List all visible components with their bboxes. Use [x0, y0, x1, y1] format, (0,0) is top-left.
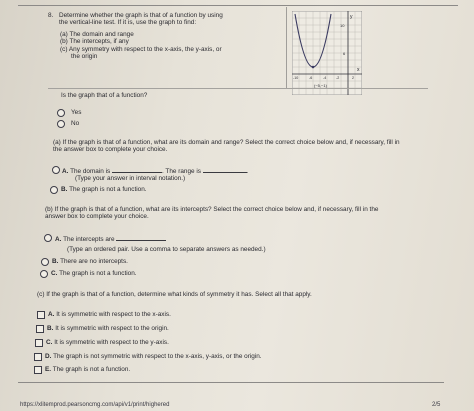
part-b-choice-a-text: The intercepts are: [63, 236, 115, 243]
part-c-choice-a: [48, 311, 171, 318]
y-tick-10: 10: [340, 23, 345, 28]
range-input[interactable]: [203, 166, 247, 173]
part-a-choice-a-letter: A.: [62, 168, 69, 175]
part-a-choice-a: [62, 166, 249, 175]
graph-divider: [286, 7, 287, 89]
radio-part-a-choice-b[interactable]: [50, 186, 58, 194]
part-a-choice-a-hint: (Type your answer in interval notation.): [75, 175, 186, 182]
part-b-choice-b-text: There are no intercepts.: [60, 258, 128, 265]
radio-no[interactable]: [57, 120, 65, 128]
part-b-choice-b: [52, 258, 128, 265]
part-c-choice-b-text: It is symmetric with respect to the origin.: [55, 325, 169, 332]
part-c-choice-e-letter: E.: [45, 366, 52, 373]
vertex-point: [312, 66, 315, 69]
footer-page-number: 2/5: [432, 402, 441, 408]
part-b-choice-c: [51, 270, 137, 277]
checkbox-part-c-e[interactable]: [34, 366, 42, 374]
part-c-choice-c-text: It is symmetric with respect to the y-axis.: [54, 339, 169, 346]
radio-part-b-choice-a[interactable]: [44, 234, 52, 242]
question-prompt-line1: Determine whether the graph is that of a function by using: [59, 12, 223, 19]
part-a-choice-b: [61, 186, 147, 193]
part-a-choice-a-text2: . The range is: [162, 168, 201, 175]
part-c-choice-e: [45, 366, 130, 373]
radio-yes[interactable]: [57, 109, 65, 117]
part-b-choice-a-hint: (Type an ordered pair. Use a comma to separate answers as needed.): [67, 246, 266, 253]
bottom-rule: [18, 382, 444, 383]
checkbox-part-c-c[interactable]: [35, 339, 43, 347]
radio-part-b-choice-b[interactable]: [41, 258, 49, 266]
part-a-intro-line2: the answer box to complete your choice.: [53, 146, 168, 153]
part-a-choice-b-letter: B.: [61, 186, 68, 193]
part-c-choice-a-letter: A.: [48, 311, 55, 318]
x-axis-label: x: [357, 67, 360, 73]
part-b-intro-line2: answer box to complete your choice.: [45, 213, 149, 220]
top-rule: [18, 5, 458, 6]
part-a-choice-b-text: The graph is not a function.: [69, 186, 147, 193]
function-graph: [292, 11, 362, 95]
part-b-choice-a-letter: A.: [55, 236, 62, 243]
checkbox-part-c-b[interactable]: [36, 325, 44, 333]
part-c-choice-d-text: The graph is not symmetric with respect to the x-axis, y-axis, or the origin.: [53, 353, 262, 360]
radio-part-a-choice-a[interactable]: [52, 166, 60, 174]
part-b-intro-line1: (b) If the graph is that of a function, what are its intercepts? Select the correct choice below and, if necessary, fill in the: [45, 206, 379, 213]
y-tick-6: 6: [343, 51, 346, 56]
domain-input[interactable]: [112, 166, 162, 173]
question-number: 8.: [48, 12, 54, 19]
option-no-label: No: [71, 120, 80, 127]
part-c-choice-c-letter: C.: [46, 339, 53, 346]
x-tick-neg10: -10: [293, 76, 299, 80]
part-b-choice-b-letter: B.: [52, 258, 59, 265]
question-part-c-line2: the origin: [71, 53, 98, 60]
part-a-intro-line1: (a) If the graph is that of a function, what are its domain and range? Select the correct choice below and, if necessary, fill in: [53, 139, 400, 146]
x-tick-neg6: -6: [309, 76, 313, 80]
checkbox-part-c-d[interactable]: [34, 353, 42, 361]
part-c-choice-c: [46, 339, 169, 346]
part-b-choice-a: [55, 234, 166, 243]
part-a-choice-a-text1: The domain is: [70, 168, 111, 175]
y-axis-label: y: [350, 14, 353, 20]
part-c-choice-b: [47, 325, 169, 332]
x-tick-2: 2: [352, 76, 354, 80]
part-c-choice-d-letter: D.: [45, 353, 52, 360]
part-c-choice-a-text: It is symmetric with respect to the x-axis.: [56, 311, 171, 318]
x-tick-neg4: -4: [323, 76, 327, 80]
question-rule: [48, 88, 428, 89]
part-c-choice-d: [45, 353, 262, 360]
x-tick-neg2: -2: [336, 76, 340, 80]
intercepts-input[interactable]: [116, 234, 166, 241]
question-part-a: (a) The domain and range: [60, 31, 134, 38]
part-c-choice-b-letter: B.: [47, 325, 54, 332]
checkbox-part-c-a[interactable]: [37, 311, 45, 319]
radio-part-b-choice-c[interactable]: [40, 270, 48, 278]
part-b-choice-c-text: The graph is not a function.: [59, 270, 137, 277]
part-b-choice-c-letter: C.: [51, 270, 58, 277]
is-function-question: Is the graph that of a function?: [61, 92, 148, 99]
question-part-b: (b) The intercepts, if any: [60, 38, 129, 45]
footer-url: https://xlitemprod.pearsoncmg.com/api/v1/print/highered: [20, 402, 170, 408]
option-yes-label: Yes: [71, 109, 82, 116]
part-c-intro: (c) If the graph is that of a function, determine what kinds of symmetry it has. Select all that apply.: [37, 291, 312, 298]
question-prompt-line2: the vertical-line test. If it is, use the graph to find:: [59, 19, 197, 26]
question-part-c-line1: (c) Any symmetry with respect to the x-axis, the y-axis, or: [60, 46, 222, 53]
vertex-label: (−5,−1): [314, 83, 327, 88]
part-c-choice-e-text: The graph is not a function.: [52, 366, 131, 373]
part-a-choice-a-end: .: [246, 168, 249, 175]
